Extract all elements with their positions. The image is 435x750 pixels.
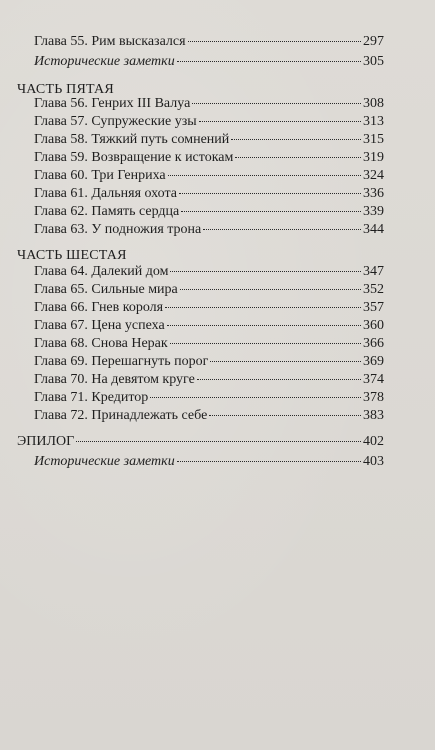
toc-entry-page: 366 (363, 336, 384, 351)
dot-leader (199, 121, 361, 122)
dot-leader (170, 343, 361, 344)
toc-entry (34, 282, 384, 300)
toc-entry-title: Глава 61. Дальняя охота (34, 186, 177, 201)
dot-leader (192, 103, 361, 104)
toc-entry-title: ЭПИЛОГ (17, 434, 75, 449)
toc-entry-page: 297 (363, 34, 384, 49)
dot-leader (150, 397, 361, 398)
toc-entry-title: Глава 72. Принадлежать себе (34, 408, 208, 423)
toc-entry-title: Глава 59. Возвращение к истокам (34, 150, 234, 165)
dot-leader (177, 461, 361, 462)
toc-entry (34, 150, 384, 168)
toc-entry-page: 344 (363, 222, 384, 237)
toc-entry-title: Глава 70. На девятом круге (34, 372, 195, 387)
toc-entry-page: 374 (363, 372, 384, 387)
toc-entry-page: 360 (363, 318, 384, 333)
toc-entry-page: 305 (363, 54, 384, 69)
toc-entry-page: 402 (363, 434, 384, 449)
toc-entry (34, 354, 384, 372)
toc-entry-title: Глава 64. Далекий дом (34, 264, 169, 279)
toc-entry-title: Глава 58. Тяжкий путь сомнений (34, 132, 230, 147)
toc-entry (34, 204, 384, 222)
dot-leader (165, 307, 361, 308)
dot-leader (210, 361, 361, 362)
toc-entry-title: Глава 62. Память сердца (34, 204, 180, 219)
toc-entry (34, 222, 384, 240)
toc-entry-title: Глава 60. Три Генриха (34, 168, 166, 183)
dot-leader (235, 157, 361, 158)
toc-entry-page: 352 (363, 282, 384, 297)
toc-entry-page: 313 (363, 114, 384, 129)
toc-entry (34, 318, 384, 336)
toc-entry (34, 264, 384, 282)
toc-entry (34, 186, 384, 204)
toc-entry (34, 390, 384, 408)
toc-entry-title: Глава 57. Супружеские узы (34, 114, 197, 129)
toc-entry-page: 383 (363, 408, 384, 423)
toc-entry-title: Исторические заметки (34, 454, 175, 469)
dot-leader (179, 193, 361, 194)
toc-entry-title: Глава 56. Генрих III Валуа (34, 96, 191, 111)
dot-leader (188, 41, 361, 42)
toc-entry-title: Глава 65. Сильные мира (34, 282, 178, 297)
toc-entry (34, 336, 384, 354)
part-heading: ЧАСТЬ ШЕСТАЯ (17, 248, 127, 263)
toc-entry-epilogue (17, 434, 384, 452)
toc-entry-page: 319 (363, 150, 384, 165)
dot-leader (203, 229, 361, 230)
toc-entry-title: Глава 55. Рим высказался (34, 34, 186, 49)
toc-entry-title: Глава 71. Кредитор (34, 390, 149, 405)
dot-leader (170, 271, 361, 272)
dot-leader (180, 289, 361, 290)
toc-entry-page: 324 (363, 168, 384, 183)
toc-entry-page: 403 (363, 454, 384, 469)
dot-leader (181, 211, 361, 212)
toc-entry-page: 336 (363, 186, 384, 201)
toc-entry-title: Глава 67. Цена успеха (34, 318, 165, 333)
toc-entry (34, 132, 384, 150)
toc-entry-page: 315 (363, 132, 384, 147)
dot-leader (197, 379, 361, 380)
toc-entry-title: Глава 68. Снова Нерак (34, 336, 168, 351)
toc-entry-page: 378 (363, 390, 384, 405)
toc-entry (34, 300, 384, 318)
toc-entry (34, 34, 384, 52)
toc-entry-title: Исторические заметки (34, 54, 175, 69)
dot-leader (209, 415, 361, 416)
toc-entry (34, 408, 384, 426)
toc-entry-notes (34, 54, 384, 72)
toc-entry (34, 168, 384, 186)
toc-entry-page: 357 (363, 300, 384, 315)
dot-leader (76, 441, 361, 442)
dot-leader (177, 61, 361, 62)
dot-leader (168, 175, 361, 176)
toc-entry-page: 339 (363, 204, 384, 219)
part-heading: ЧАСТЬ ПЯТАЯ (17, 82, 114, 97)
toc-entry-page: 369 (363, 354, 384, 369)
toc-entry-title: Глава 63. У подножия трона (34, 222, 202, 237)
dot-leader (231, 139, 361, 140)
toc-entry-notes (34, 454, 384, 472)
toc-entry-title: Глава 66. Гнев короля (34, 300, 164, 315)
toc-entry (34, 372, 384, 390)
toc-entry-page: 347 (363, 264, 384, 279)
toc-entry (34, 96, 384, 114)
toc-entry (34, 114, 384, 132)
toc-entry-title: Глава 69. Перешагнуть порог (34, 354, 209, 369)
dot-leader (167, 325, 361, 326)
toc-entry-page: 308 (363, 96, 384, 111)
